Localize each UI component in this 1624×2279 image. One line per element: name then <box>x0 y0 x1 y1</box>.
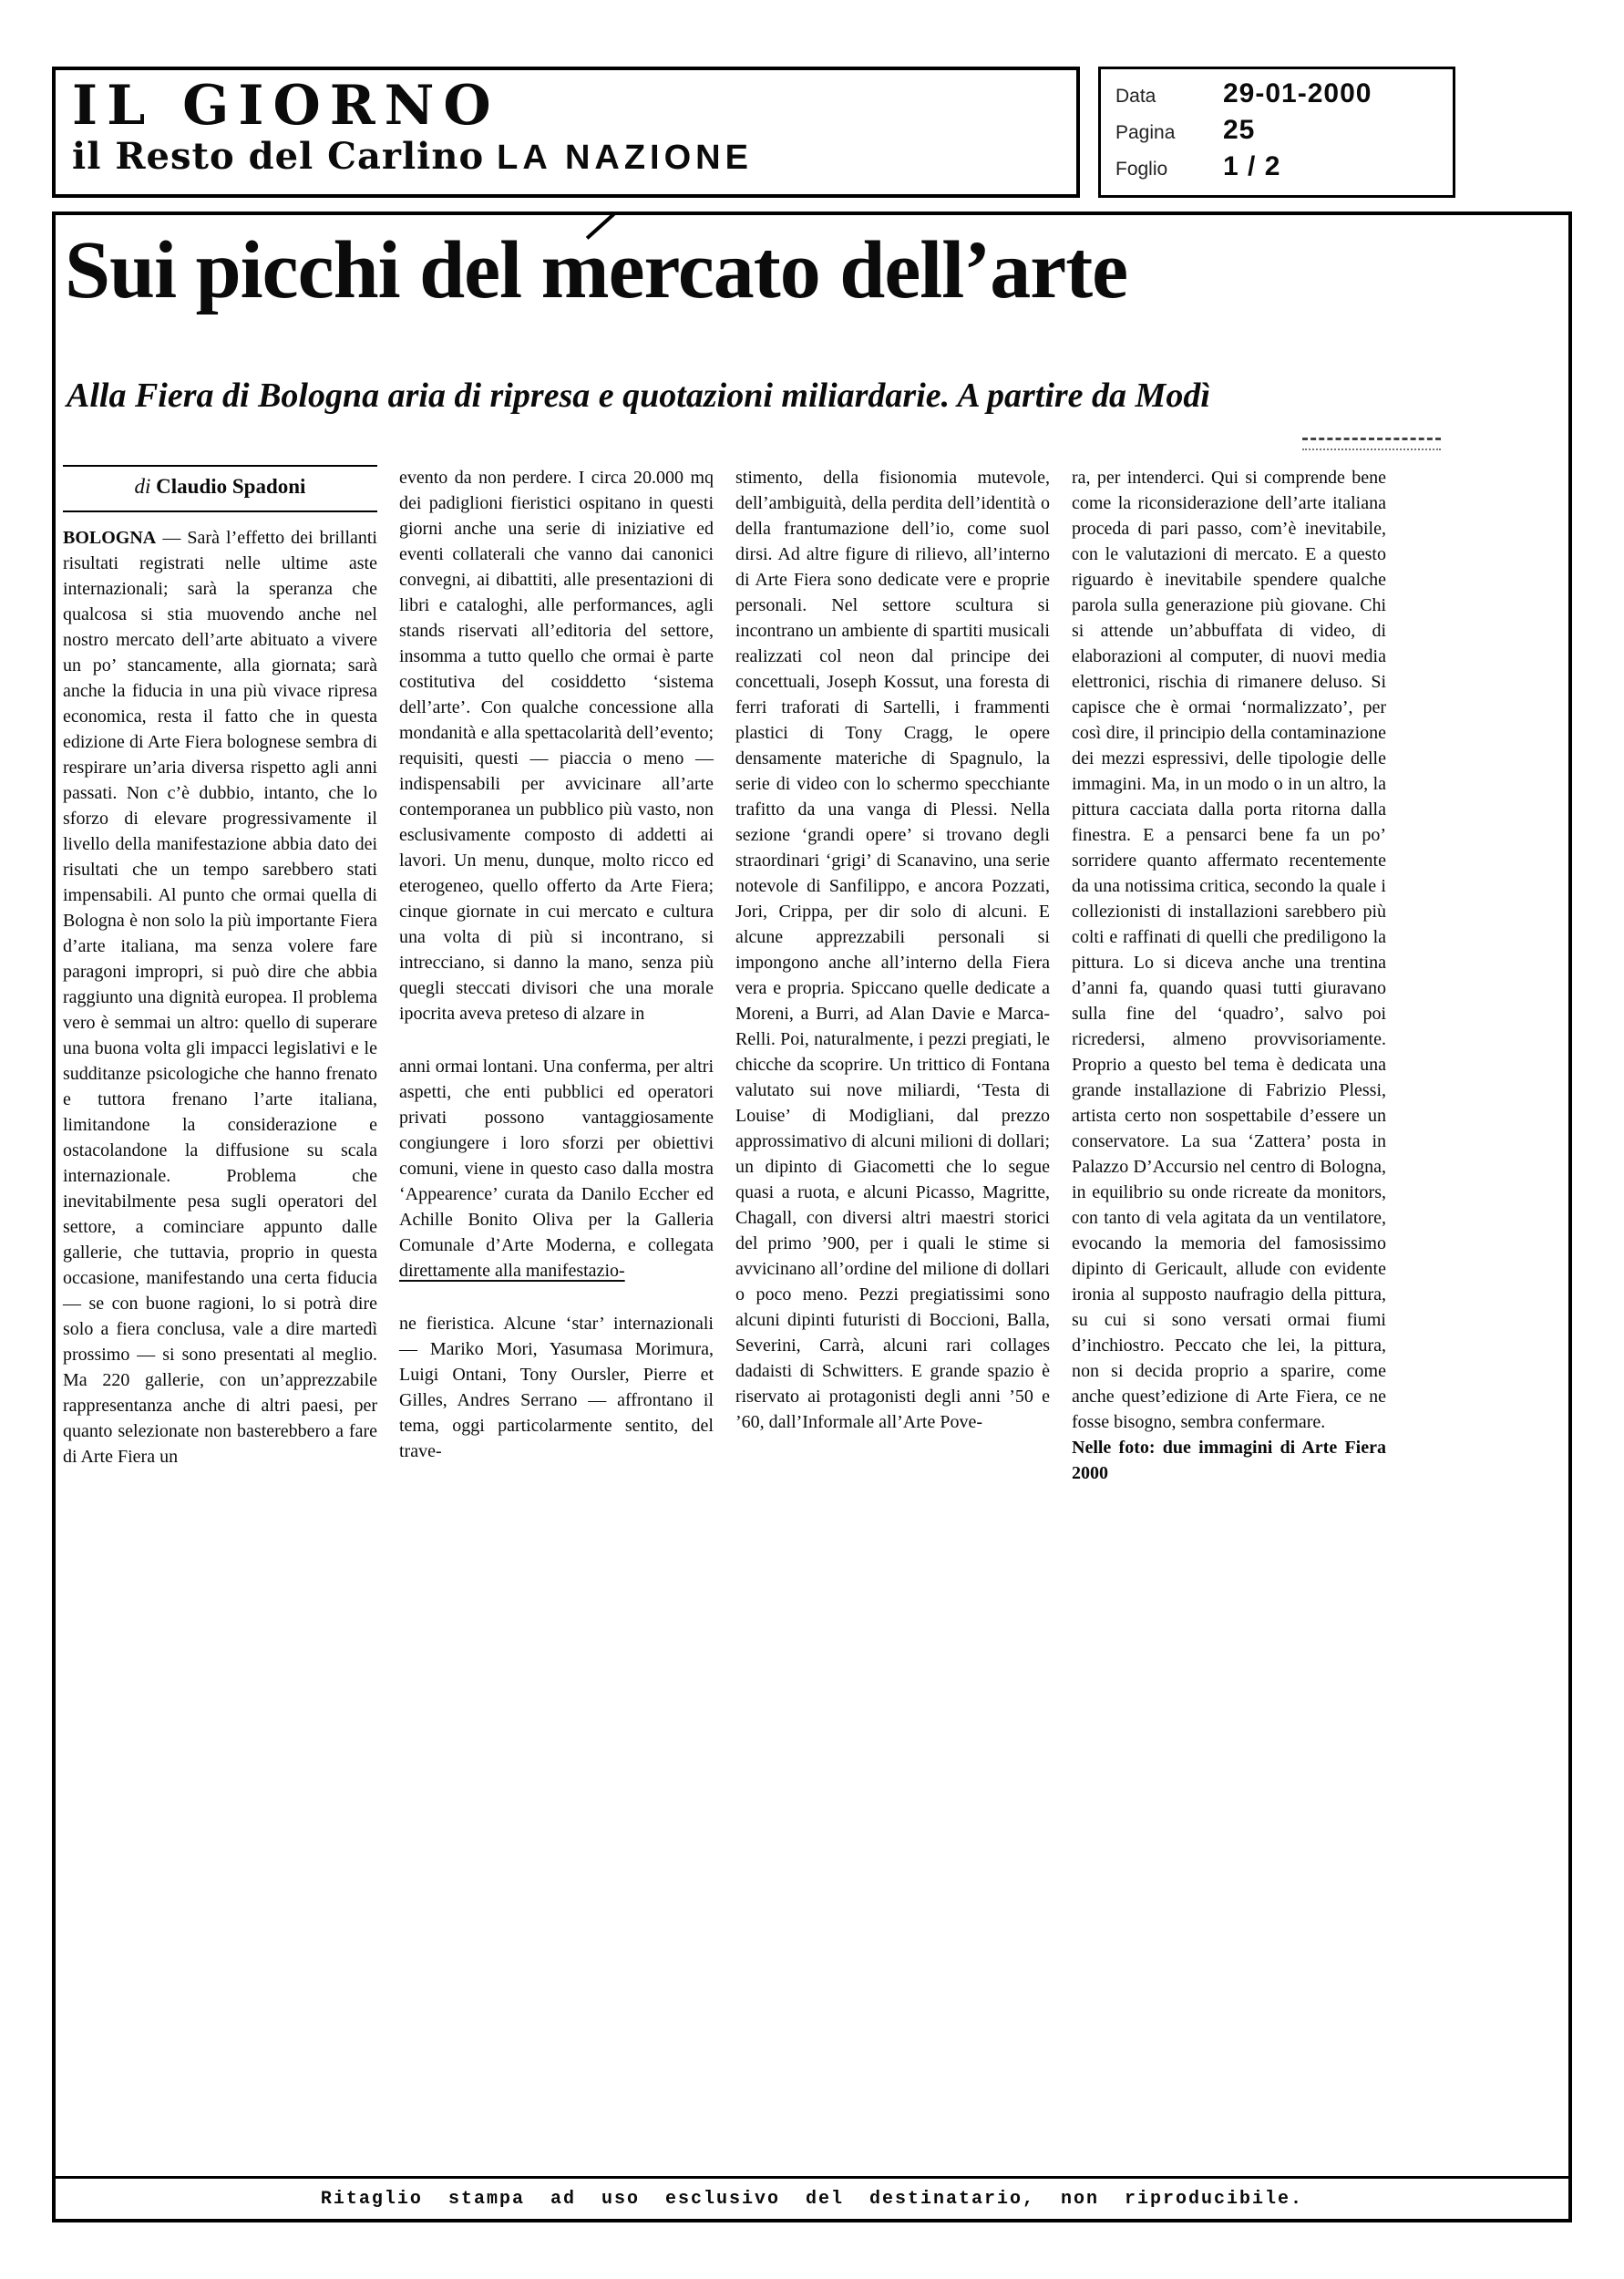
footer-disclaimer-text: Ritaglio stampa ad uso esclusivo del destinatario, non riproducibile. <box>320 2188 1304 2210</box>
masthead-title: IL GIORNO <box>72 74 500 138</box>
footer-disclaimer <box>56 2176 1568 2219</box>
article-column-4 <box>1072 465 1386 1486</box>
paragraph-text: anni ormai lontani. Una conferma, per altri aspetti, che enti pubblici ed operatori privati possono vantaggiosamente congiungere i loro sforzi per obiettivi comuni, viene in questo caso dalla mostra ‘Appearence’ curata da Danilo Eccher ed Achille Bonito Oliva per la Galleria Comunale d’Arte Moderna, e collegata <box>399 1057 714 1255</box>
meta-row-data <box>1115 78 1438 109</box>
byline-prefix: di <box>134 475 151 498</box>
paragraph: ne fieristica. Alcune ‘star’ internazionali — Mariko Mori, Yasumasa Morimura, Luigi Ontani, Tony Oursler, Pierre et Gilles, Andres Serrano — affrontano il tema, oggi particolarmente sentito, del trave- <box>399 1314 714 1461</box>
article-headline: Sui picchi del mercato dell’arte <box>65 225 1128 315</box>
article-column-1 <box>63 465 377 1486</box>
masthead-box <box>52 67 1080 198</box>
masthead-nazione-logo: LA NAZIONE <box>497 139 753 177</box>
paragraph: evento da non perdere. I circa 20.000 mq dei padiglioni fieristici ospitano in questi giorni anche una serie di iniziative ed eventi collaterali che vanno dai canonici convegni, ai dibattiti, alle presentazioni di libri e cataloghi, alle performances, agli stands riservati all’editoria del settore, insomma a tutto quello che ormai è parte costitutiva del cosiddetto ‘sistema dell’arte’. Con qualche concessione alla mondanità e alla spettacolarità dell’evento; requisiti, questi — piaccia o meno — indispensabili per avvicinare all’arte contemporanea un pubblico più vasto, non esclusivamente composto di addetti ai lavori. Un menu, dunque, molto ricco ed eterogeneo, quello offerto da Arte Fiera; cinque giornate in cui mercato e cultura una volta di più si incontrano, si intrecciano, si danno la mano, senza più quegli steccati divisori che una morale ipocrita aveva preteso di alzare in <box>399 468 714 1024</box>
paragraph: stimento, della fisionomia mutevole, dell’ambiguità, della perdita dell’identità o della frantumazione dell’io, come suol dirsi. Ad altre figure di rilievo, all’interno di Arte Fiera sono dedicate vere e proprie personali. Nel settore scultura si incontrano un ambiente di spartiti musicali realizzati col neon dal principe dei concettuali, Joseph Kossut, una foresta di ferri traforati di Sartelli, i frammenti plastici di Tony Cragg, le opere densamente materiche di Spagnulo, la serie di video con lo schermo specchiante trafitto da una vanga di Plessi. Nella sezione ‘grandi opere’ si trovano degli straordinari ‘grigi’ di Scanavino, una serie notevole di Sanfilippo, e ancora Pozzati, Jori, Crippa, per dir solo di alcuni. E alcune apprezzabili personali si impongono anche all’interno della Fiera vera e propria. Spiccano quelle dedicate a Moreni, a Burri, ad Alan Davie e Marca-Relli. Poi, naturalmente, i pezzi pregiati, le chicche da scoprire. Un trittico di Fontana valutato sui nove miliardi, ‘Testa di Louise’ di Modigliani, dal prezzo approssimativo di alcuni milioni di dollari; un dipinto di Giacometti che lo segue quasi a ruota, e alcuni Picasso, Magritte, Chagall, con diversi altri maestri storici del primo ’900, per i quali le stime si avvicinano all’ordine del milione di dollari o poco meno. Pezzi pregiatissimi sono alcuni dipinti futuristi di Boccioni, Balla, Severini, Carrà, alcuni rari collages dadaisti di Schwitters. E grande spazio è riservato ai protagonisti degli anni ’50 e ’60, dall’Informale all’Arte Pove- <box>735 468 1050 1432</box>
masthead-carlino-logo: il Resto del Carlino <box>72 135 485 178</box>
meta-row-pagina <box>1115 115 1438 146</box>
meta-label-foglio: Foglio <box>1115 159 1168 180</box>
photo-caption: Nelle foto: due immagini di Arte Fiera 2000 <box>1072 1438 1386 1483</box>
meta-value-pagina: 25 <box>1223 115 1256 145</box>
meta-label-pagina: Pagina <box>1115 122 1176 143</box>
clipping-meta-box <box>1098 67 1455 198</box>
underlined-text: direttamente alla manifestazio- <box>399 1261 625 1281</box>
meta-value-foglio: 1 / 2 <box>1223 151 1281 181</box>
dateline: BOLOGNA <box>63 527 157 548</box>
paragraph: ra, per intenderci. Qui si comprende bene come la riconsiderazione dell’arte italiana proceda di pari passo, com’è inevitabile, con le valutazioni di mercato. E a questo riguardo è inevitabile spendere qualche parola sulla generazione più giovane. Chi si attende un’abbuffata di video, di elaborazioni al computer, di nuovi media elettronici, rischia di rimanere deluso. Si capisce che è ormai ‘normalizzato’, per così dire, il principio della contaminazione dei mezzi espressivi, delle tipologie delle immagini. Ma, in un modo o in un altro, la pittura cacciata dalla porta ritorna dalla finestra. E a pensarci bene fa un po’ sorridere quanto affermato recentemente da una notissima critica, secondo la quale i collezionisti di installazioni sarebbero più colti e raffinati di quelli che prediligono la pittura. Lo si diceva anche una trentina d’anni fa, quando quasi tutti giuravano sulla fine del ‘quadro’, salvo poi ricredersi, almeno provvisoriamente. Proprio a questo bel tema è dedicata una grande installazione di Fabrizio Plessi, artista certo non sospettabile d’essere un conservatore. La sua ‘Zattera’ posta in Palazzo D’Accursio nel centro di Bologna, in equilibrio su onde ricreate da monitors, con tanto di vela agitata da un ventilatore, evocando la memoria del famosissimo dipinto di Gericault, allude con evidente ironia al supposto naufragio della pittura, su cui si sono versati ormai fiumi d’inchiostro. Peccato che lei, la pittura, non si decida proprio a sparire, come anche quest’edizione di Arte Fiera, ce ne fosse bisogno, sembra confermare. <box>1072 468 1386 1432</box>
article-columns <box>63 465 1386 1486</box>
article-column-3 <box>735 465 1050 1486</box>
byline-name: Claudio Spadoni <box>156 475 306 498</box>
meta-value-data: 29-01-2000 <box>1223 78 1372 108</box>
article-frame <box>52 211 1572 2222</box>
article-column-2 <box>399 465 714 1486</box>
meta-row-foglio <box>1115 151 1438 182</box>
paragraph-text: — Sarà l’effetto dei brillanti risultati registrati nelle ultime aste internazionali; sarà la speranza che qualcosa si stia muovendo anche nel nostro mercato dell’arte abituato a vivere un po’ stancamente, alla giornata; sarà anche la fiducia in una più vivace ripresa economica, resta il fatto che in questa edizione di Arte Fiera bolognese sembra di respirare un’aria diversa rispetto agli anni passati. Non c’è dubbio, intanto, che lo sforzo di elevare progressivamente il livello della manifestazione abbia dato dei risultati che un tempo sarebbero stati impensabili. Al punto che ormai quella di Bologna è non solo la più importante Fiera d’arte italiana, ma senza volere fare paragoni impropri, si può dire che abbia raggiunto una dignità europea. Il problema vero è semmai un altro: quello di superare una buona volta gli impacci legislativi e le sudditanze psicologiche che hanno frenato e tuttora frenano l’arte italiana, limitandone la considerazione e ostacolandone la diffusione su scala internazionale. Problema che inevitabilmente pesa sugli operatori del settore, a cominciare appunto dalle gallerie, che tuttavia, proprio in questa occasione, manifestando una certa fiducia — se con buone ragioni, lo si potrà dire solo a fiera conclusa, vale a dire martedì prossimo — si sono presentati al meglio. Ma 220 gallerie, con un’apprezzabile rappresentanza anche di altri paesi, per quanto selezionate non basterebbero a fare di Arte Fiera un <box>63 527 377 1467</box>
paragraph <box>399 1054 714 1284</box>
byline <box>63 465 377 512</box>
meta-label-data: Data <box>1115 86 1156 107</box>
scan-artifact-dashes <box>1302 438 1441 450</box>
article-subhead: Alla Fiera di Bologna aria di ripresa e quotazioni miliardarie. A partire da Modì <box>67 376 1210 415</box>
masthead-subtitle <box>72 135 1060 178</box>
paragraph <box>63 525 377 1469</box>
